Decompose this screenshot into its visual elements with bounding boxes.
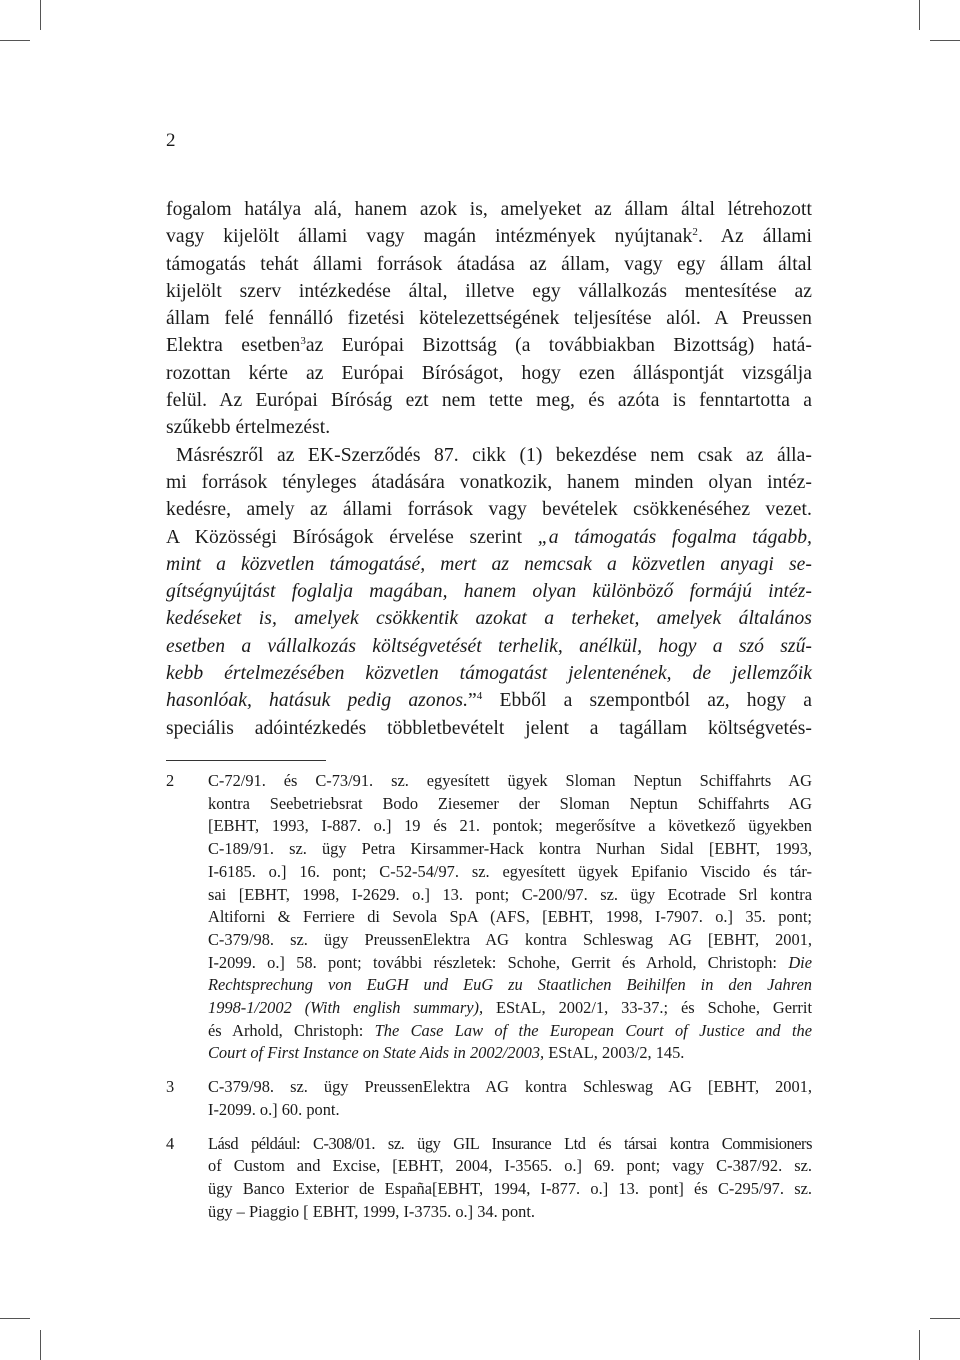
- footnote-2: [166, 770, 812, 1065]
- footnote-line: Rechtsprechung von EuGH und EuG zu Staatlichen Beihilfen in den Jahren: [208, 975, 812, 995]
- footnote-line: 1998-1/2002 (With english summary), EStAL, 2002/1, 33-37.; és Schohe, Gerrit: [208, 998, 812, 1018]
- footnote-line: I-6185. o.] 16. pont; C-52-54/97. sz. egyesített ügyek Epifanio Viscido és tár-: [208, 861, 812, 881]
- text-line: Másrészről az EK-Szerződés 87. cikk (1) bekezdése nem csak az álla-: [176, 444, 812, 466]
- crop-mark-bottom-left-horizontal: [0, 1318, 30, 1319]
- footnote-ref-4: 4: [476, 690, 483, 703]
- footnote-line: ügy – Piaggio [ EBHT, 1999, I-3735. o.] 34. pont.: [208, 1201, 536, 1221]
- footnote-line: ügy Banco Exterior de España[EBHT, 1994, I-877. o.] 13. pont] és C-295/97. sz.: [208, 1178, 812, 1198]
- footnote-line: of Custom and Excise, [EBHT, 2004, I-3565. o.] 69. pont; vagy C-387/92. sz.: [208, 1156, 812, 1176]
- footnote-ref-2: 2: [692, 226, 698, 239]
- text-line: állam felé fennálló fizetési kötelezettségének teljesítése alól. A Preussen: [166, 308, 812, 330]
- quote-line: gítségnyújtást foglalja magában, hanem olyan különböző formájú intéz-: [166, 581, 812, 603]
- text-line: rozottan kérte az Európai Bíróságot, hogy ezen álláspontját vizsgálja: [166, 362, 812, 384]
- footnote-line: I-2099. o.] 60. pont.: [208, 1099, 340, 1119]
- main-text: [166, 196, 812, 742]
- crop-mark-top-left-horizontal: [0, 40, 30, 41]
- text-line: Elektra esetben$^3$az Európai Bizottság (a továbbiakban Bizottság) hatá-: [166, 335, 812, 357]
- crop-mark-bottom-left-vertical: [40, 1330, 41, 1360]
- crop-mark-bottom-right-vertical: [919, 1330, 920, 1360]
- footnote-ref-3: 3: [300, 335, 306, 348]
- text-line: fogalom hatálya alá, hanem azok is, amelyeket az állam által létrehozott: [166, 199, 812, 220]
- crop-mark-top-left-vertical: [40, 0, 41, 30]
- footnote-4: [166, 1133, 812, 1224]
- text-line: speciális adóintézkedés többletbevételt jelent a tagállam költségvetés-: [166, 717, 812, 739]
- footnote-line: kontra Seebetriebsrat Bodo Ziesemer der Sloman Neptun Schiffahrts AG: [208, 793, 812, 813]
- text-line: A Közösségi Bíróságok érvelése szerint „a támogatás fogalma tágabb,: [166, 526, 812, 548]
- text-line: támogatás tehát állami források átadása az állam, vagy egy állam által: [166, 253, 812, 275]
- footnote-number: 2: [166, 771, 175, 790]
- footnote-line: C-379/98. sz. ügy PreussenElektra AG kontra Schleswag AG [EBHT, 2001,: [208, 1077, 812, 1097]
- footnote-line: Court of First Instance on State Aids in 2002/2003, EStAL, 2003/2, 145.: [208, 1043, 685, 1063]
- text-line: kijelölt szerv intézkedése által, illetve egy vállalkozás mentesítése az: [166, 280, 812, 302]
- quote-line: kedéseket is, amelyek csökkentik azokat a terheket, amelyek általános: [166, 608, 812, 630]
- quote-line: kebb értelmezésében közvetlen támogatást jelentenének, de jellemzőik: [166, 663, 812, 685]
- footnote-line: [EBHT, 1993, I-887. o.] 19 és 21. pontok; megerősítve a következő ügyekben: [208, 816, 812, 836]
- footnote-line: Altiforni & Ferriere di Sevola SpA (AFS, [EBHT, 1998, I-7907. o.] 35. pont;: [208, 907, 812, 927]
- footnotes: [166, 770, 812, 1234]
- text-line: felül. Az Európai Bíróság ezt nem tette meg, és azóta is fenntartotta a: [166, 390, 812, 412]
- footnote-line: C-379/98. sz. ügy PreussenElektra AG kontra Schleswag AG [EBHT, 2001,: [208, 929, 812, 949]
- footnote-separator: [166, 760, 326, 761]
- footnote-number: 3: [166, 1077, 175, 1097]
- footnote-number: 4: [166, 1133, 175, 1153]
- footnote-3: [166, 1076, 812, 1121]
- text-line: hasonlóak, hatásuk pedig azonos.”$^4$ Ebből a szempontból az, hogy a: [166, 690, 813, 712]
- footnote-line: I-2099. o.] 58. pont; további részletek: Schohe, Gerrit és Arhold, Christoph: Die: [208, 952, 812, 972]
- footnote-line: C-72/91. és C-73/91. sz. egyesített ügyek Sloman Neptun Schiffahrts AG: [208, 771, 812, 790]
- text-line: mi források tényleges átadására vonatkozik, hanem minden olyan intéz-: [166, 471, 812, 493]
- quote-line: esetben a vállalkozás költségvetését terhelik, anélkül, hogy a szó szű-: [166, 635, 812, 657]
- crop-mark-bottom-right-horizontal: [930, 1318, 960, 1319]
- text-line: szűkebb értelmezést.: [166, 417, 331, 439]
- footnote-line: és Arhold, Christoph: The Case Law of the European Court of Justice and the: [208, 1020, 812, 1040]
- page-number: 2: [166, 130, 176, 151]
- quote-line: mint a közvetlen támogatásé, mert az nemcsak a közvetlen anyagi se-: [166, 553, 812, 575]
- crop-mark-top-right-vertical: [919, 0, 920, 30]
- text-line: vagy kijelölt állami vagy magán intézmények nyújtanak$^2$. Az állami: [166, 226, 812, 248]
- footnote-line: C-189/91. sz. ügy Petra Kirsammer-Hack kontra Nurhan Sidal [EBHT, 1993,: [208, 839, 812, 859]
- text-line: kedésre, amely az állami források vagy bevételek csökkenéséhez vezet.: [166, 499, 812, 521]
- footnote-line: sai [EBHT, 1998, I-2629. o.] 13. pont; C-200/97. sz. ügy Ecotrade Srl kontra: [208, 884, 812, 904]
- crop-mark-top-right-horizontal: [930, 40, 960, 41]
- footnote-line: Lásd például: C-308/01. sz. ügy GIL Insurance Ltd és társai kontra Commisioners: [208, 1133, 812, 1153]
- quote-text: „a támogatás fogalma tágabb,: [537, 526, 812, 548]
